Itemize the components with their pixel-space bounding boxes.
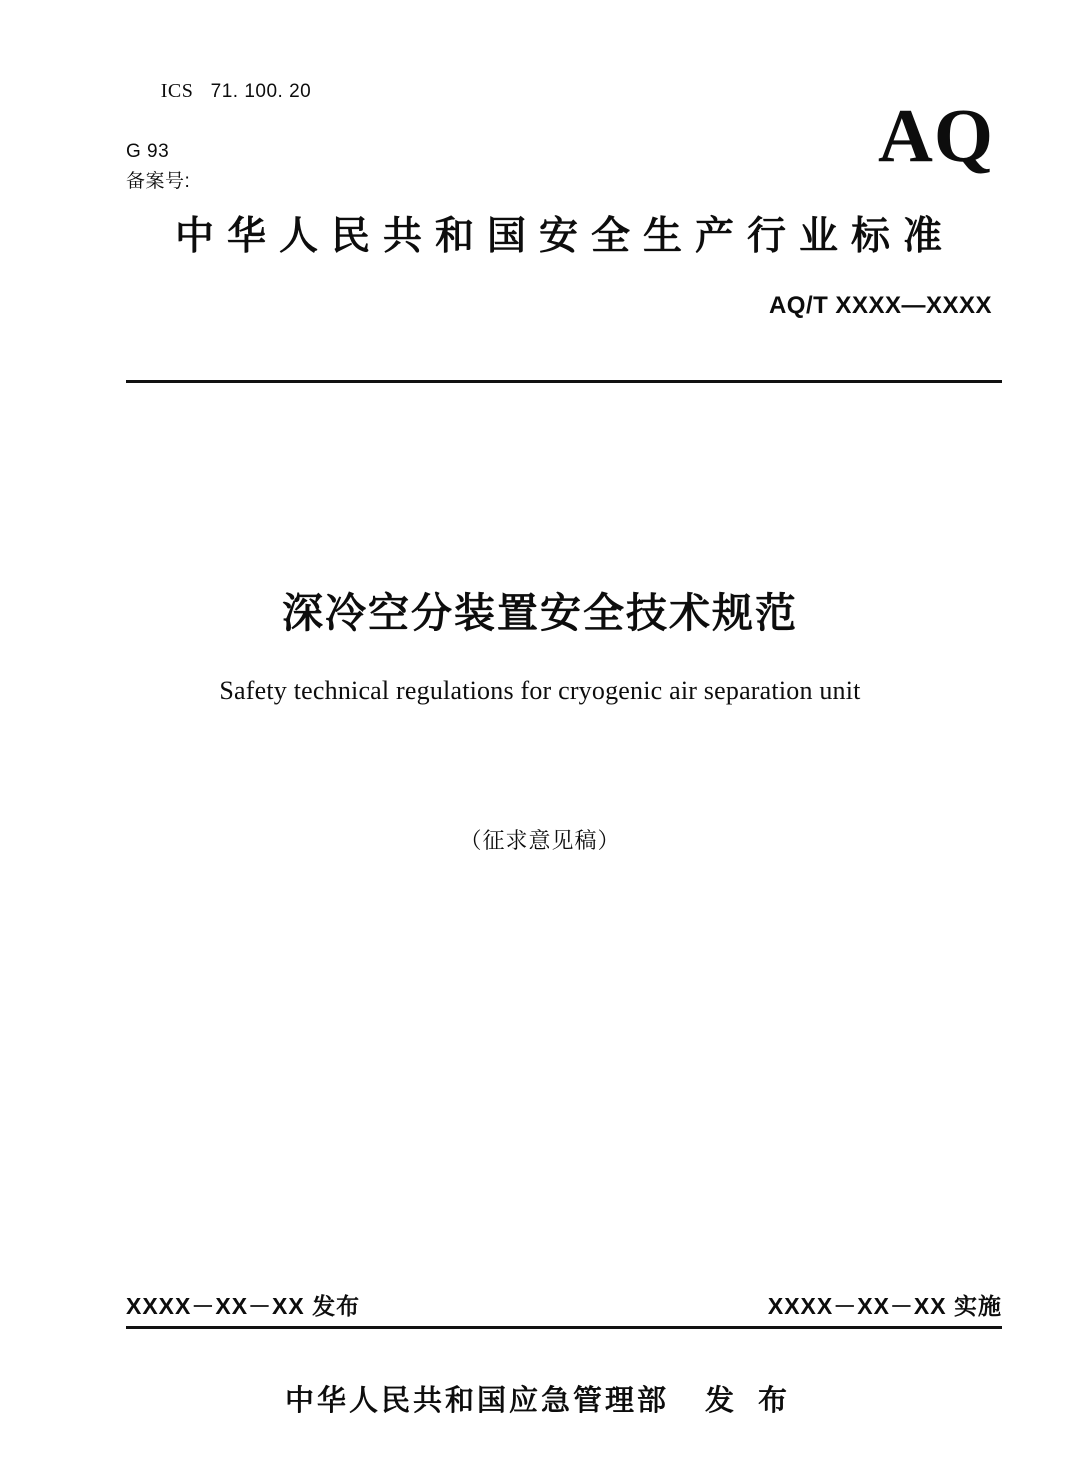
ics-code-line	[126, 46, 311, 137]
document-title-english: Safety technical regulations for cryogenic air separation unit	[219, 676, 861, 705]
classification-code: G 93	[126, 141, 170, 162]
document-title-chinese: 深冷空分装置安全技术规范	[282, 590, 798, 636]
ics-label: ICS	[160, 80, 194, 102]
standard-number: AQ/T XXXX—XXXX	[768, 292, 992, 319]
header-code-block	[126, 46, 311, 197]
header-divider-rule	[126, 380, 1002, 383]
issuing-verb: 发 布	[704, 1385, 796, 1417]
footer-divider-rule	[126, 1326, 1002, 1329]
implementation-date: XXXX－XX－XX 实施	[767, 1293, 1002, 1319]
issuing-authority-line	[0, 1378, 1080, 1419]
aq-logo: AQ	[878, 94, 994, 178]
record-number-label: 备案号:	[126, 171, 191, 192]
issuing-authority: 中华人民共和国应急管理部	[284, 1385, 669, 1417]
ics-value: 71. 100. 20	[210, 81, 312, 102]
document-stage-label: （征求意见稿）	[459, 828, 621, 853]
release-date: XXXX－XX－XX 发布	[126, 1293, 361, 1319]
standard-body-title: 中华人民共和国安全生产行业标准	[174, 215, 955, 258]
